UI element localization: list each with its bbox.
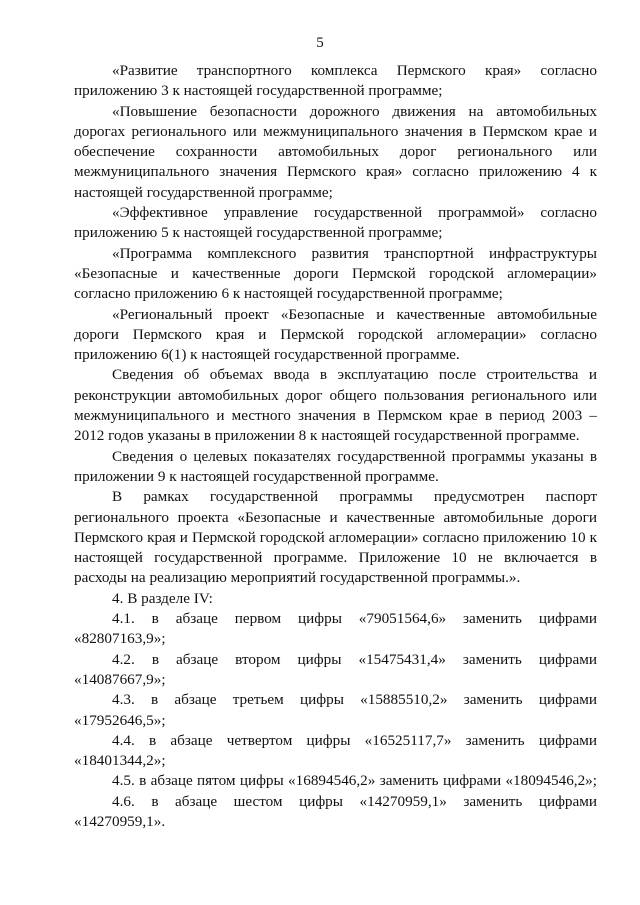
paragraph-item-4-2: 4.2. в абзаце втором цифры «15475431,4» заменить цифрами «14087667,9»; [74,650,597,688]
paragraph-appendix-10: В рамках государственной программы предусмотрен паспорт регионального проекта «Безопасные и качественные автомобильные дороги Пермского края и Пермской городской агломерации» согласно приложению 10 к настоящей государственной программе. Приложение 10 не включается в расходы на реализацию мероприятий государственной программы.». [74,488,597,587]
paragraph-program-6-1: «Региональный проект «Безопасные и качественные автомобильные дороги Пермского края и Пермской городской агломерации» согласно приложению 6(1) к настоящей государственной программе. [74,305,597,364]
paragraph-item-4-4: 4.4. в абзаце четвертом цифры «16525117,7» заменить цифрами «18401344,2»; [74,731,597,770]
paragraph-section-iv: 4. В разделе IV: [112,589,213,607]
paragraph-item-4-3: 4.3. в абзаце третьем цифры «15885510,2» заменить цифрами «17952646,5»; [74,691,597,729]
paragraph-program-5: «Эффективное управление государственной программой» согласно приложению 5 к настоящей государственной программе; [74,204,597,242]
paragraph-appendix-8: Сведения об объемах ввода в эксплуатацию после строительства и реконструкции автомобильных дорог общего пользования регионального или межмуниципального и местного значения в Пермском крае в период 2003 – 2012 годов указаны в приложении 8 к настоящей государственной программе. [74,366,597,445]
document-body [74,61,597,832]
paragraph-program-6: «Программа комплексного развития транспортной инфраструктуры «Безопасные и качественные дороги Пермской городской агломерации» согласно приложению 6 к настоящей государственной программе; [74,244,597,303]
paragraph-item-4-1: 4.1. в абзаце первом цифры «79051564,6» заменить цифрами «82807163,9»; [74,610,597,648]
paragraph-program-4: «Повышение безопасности дорожного движения на автомобильных дорогах регионального или межмуниципального значения в Пермском крае и обеспечение сохранности автомобильных дорог регионального или межмуниципального значения Пермского края» согласно приложению 4 к настоящей государственной программе; [74,102,597,201]
paragraph-program-3: «Развитие транспортного комплекса Пермского края» согласно приложению 3 к настоящей государственной программе; [74,62,597,100]
paragraph-item-4-5: 4.5. в абзаце пятом цифры «16894546,2» заменить цифрами «18094546,2»; [112,772,597,790]
paragraph-item-4-6: 4.6. в абзаце шестом цифры «14270959,1» заменить цифрами «14270959,1». [74,792,597,830]
paragraph-appendix-9: Сведения о целевых показателях государственной программы указаны в приложении 9 к настоящей государственной программе. [74,447,597,485]
page-number: 5 [316,35,324,51]
